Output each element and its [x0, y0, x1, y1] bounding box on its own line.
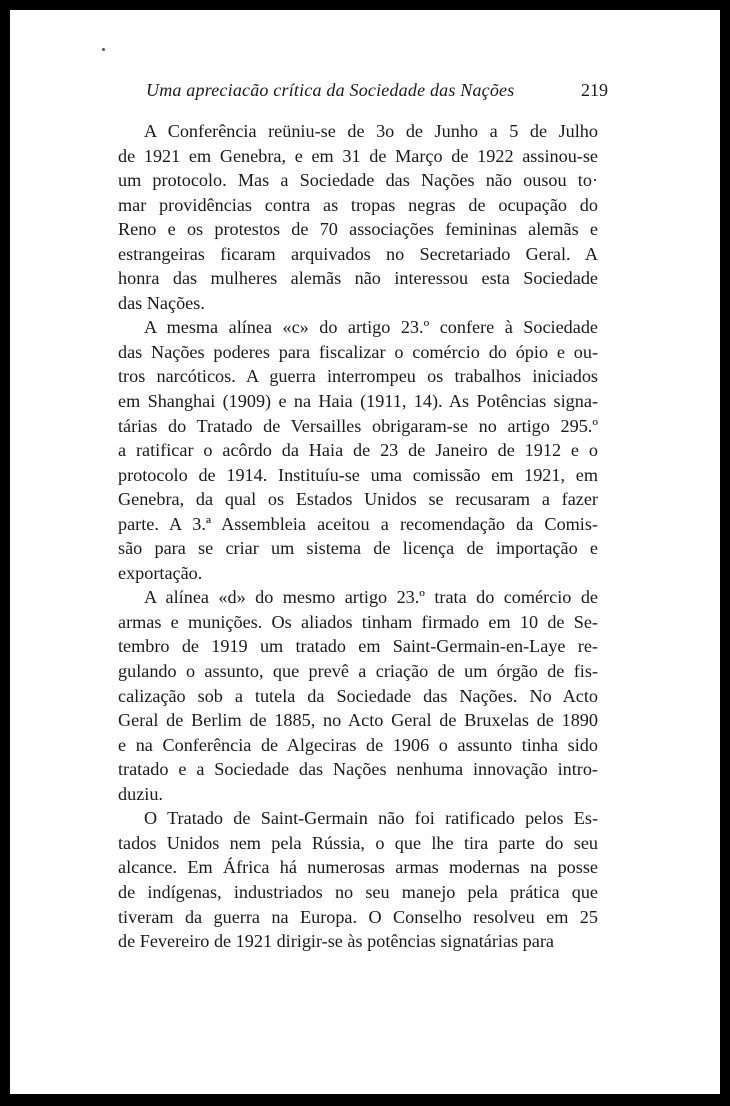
text-line: tados Unidos nem pela Rússia, o que lhe tira parte do seu: [118, 832, 598, 853]
text-line: armas e munições. Os aliados tinham firmado em 10 de Se-: [118, 611, 598, 632]
text-line: tárias do Tratado de Versailles obrigaram-se no artigo 295.º: [118, 415, 598, 436]
text-line: A mesma alínea «c» do artigo 23.º confere à Sociedade: [144, 317, 598, 338]
text-line: protocolo de 1914. Instituíu-se uma comissão em 1921, em: [118, 464, 598, 485]
text-line: de Fevereiro de 1921 dirigir-se às potências signatárias para: [118, 931, 554, 952]
text-line: Genebra, da qual os Estados Unidos se recusaram a fazer: [118, 489, 598, 510]
text-line: Reno e os protestos de 70 associações femininas alemãs e: [118, 219, 598, 240]
text-line: a ratificar o acôrdo da Haia de 23 de Janeiro de 1912 e o: [118, 440, 598, 461]
text-line: O Tratado de Saint-Germain não foi ratificado pelos Es-: [144, 808, 598, 829]
text-line: tembro de 1919 um tratado em Saint-Germain-en-Laye re-: [118, 636, 598, 657]
paragraph: [118, 585, 598, 806]
body-text: [118, 119, 598, 954]
text-line: calização sob a tutela da Sociedade das Nações. No Acto: [118, 685, 598, 706]
text-line: em Shanghai (1909) e na Haia (1911, 14). As Potências signa-: [118, 391, 598, 412]
text-line: um protocolo. Mas a Sociedade das Nações não ousou to·: [118, 170, 598, 191]
text-line: mar providências contra as tropas negras de ocupação do: [118, 194, 598, 215]
text-line: Geral de Berlim de 1885, no Acto Geral de Bruxelas de 1890: [118, 710, 598, 731]
text-line: exportação.: [118, 562, 203, 583]
text-line: honra das mulheres alemãs não interessou esta Sociedade: [118, 268, 598, 289]
page-speck: [102, 48, 105, 51]
page-number: 219: [581, 80, 608, 100]
paragraph: [118, 315, 598, 585]
text-line: de indígenas, industriados no seu manejo pela prática que: [118, 881, 598, 902]
text-line: parte. A 3.ª Assembleia aceitou a recomendação da Comis-: [118, 513, 598, 534]
running-header: [146, 80, 608, 108]
text-line: gulando o assunto, que prevê a criação de um órgão de fis-: [118, 661, 598, 682]
text-line: tratado e a Sociedade das Nações nenhuma innovação intro-: [118, 759, 598, 780]
text-line: alcance. Em África há numerosas armas modernas na posse: [118, 857, 598, 878]
text-line: duziu.: [118, 783, 163, 804]
text-line: são para se criar um sistema de licença de importação e: [118, 538, 598, 559]
text-line: tros narcóticos. A guerra interrompeu os trabalhos iniciados: [118, 366, 598, 387]
paragraph: [118, 806, 598, 953]
text-line: e na Conferência de Algeciras de 1906 o assunto tinha sido: [118, 734, 598, 755]
running-title: Uma apreciacão crítica da Sociedade das Nações: [146, 80, 515, 100]
text-line: A alínea «d» do mesmo artigo 23.º trata do comércio de: [144, 587, 598, 608]
text-line: das Nações.: [118, 292, 205, 313]
text-line: estrangeiras ficaram arquivados no Secretariado Geral. A: [118, 243, 598, 264]
text-line: tiveram da guerra na Europa. O Conselho resolveu em 25: [118, 906, 598, 927]
book-page: [10, 10, 720, 1094]
text-line: A Conferência reüniu-se de 3o de Junho a 5 de Julho: [144, 121, 598, 141]
text-line: de 1921 em Genebra, e em 31 de Março de 1922 assinou-se: [118, 145, 598, 166]
paragraph: [118, 119, 598, 315]
text-line: das Nações poderes para fiscalizar o comércio do ópio e ou-: [118, 341, 598, 362]
